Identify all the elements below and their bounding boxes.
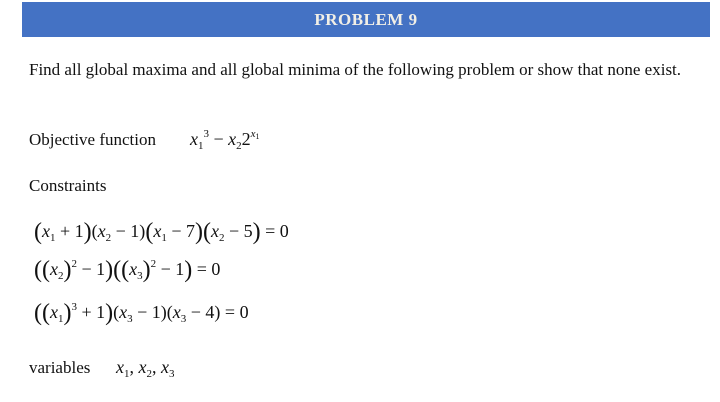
- constraint-2: $((x_2)^2 - 1)((x_3)^2 - 1) = 0$: [34, 257, 221, 283]
- problem-header: [22, 2, 710, 37]
- variables-list: $x_1$, $x_2$, $x_3$: [116, 357, 175, 380]
- problem-statement: Find all global maxima and all global minima of the following problem or show that none exist.: [29, 60, 682, 79]
- constraint-1: $(x_1 + 1)(x_2 - 1)(x_1 - 7)(x_2 - 5) = 0$: [34, 219, 289, 245]
- constraints-label: Constraints: [29, 176, 107, 195]
- variables-label: variables: [29, 358, 91, 377]
- objective-expression: $x_1^3 - x_22^{x_1}$: [190, 128, 260, 152]
- objective-label: Objective function: [29, 130, 156, 149]
- problem-title: PROBLEM 9: [314, 9, 418, 29]
- constraint-3: $((x_1)^3 + 1)(x_3 - 1)(x_3 - 4) = 0$: [34, 300, 249, 326]
